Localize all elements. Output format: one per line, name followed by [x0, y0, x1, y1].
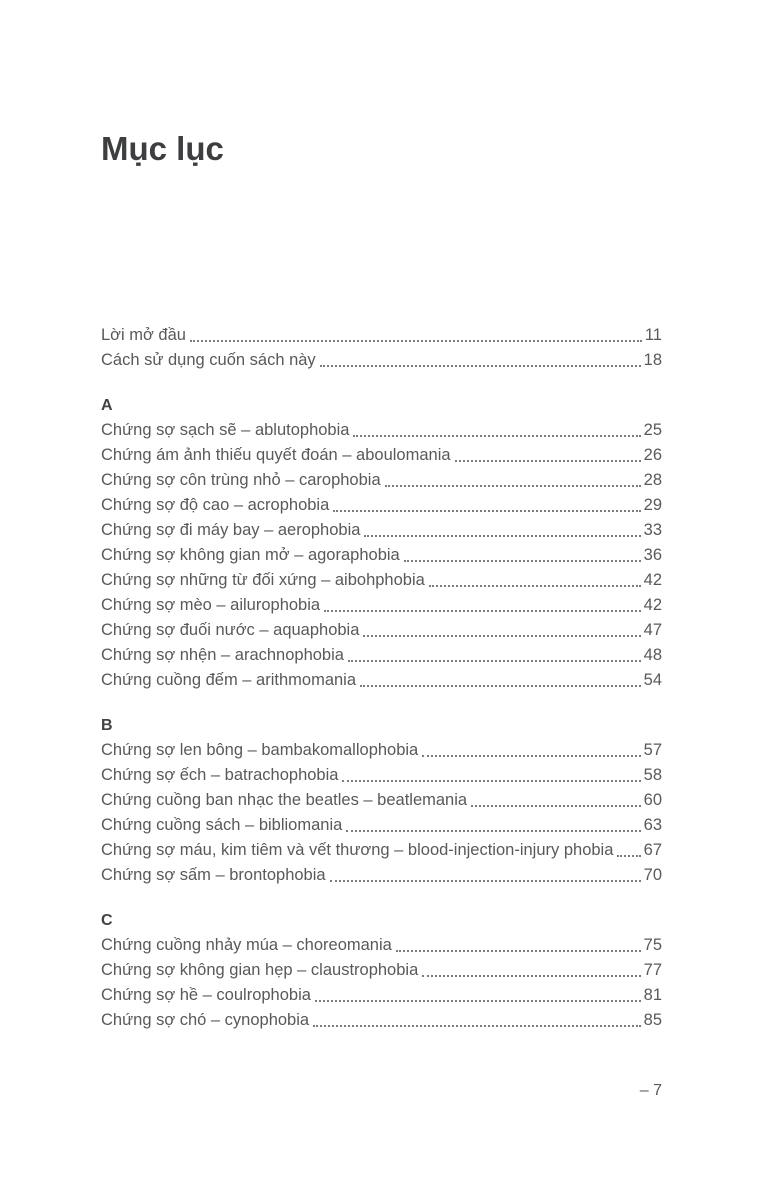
toc-row — [101, 518, 662, 543]
toc-leader-dots — [313, 1025, 641, 1027]
toc-entry-page: 18 — [643, 351, 662, 369]
toc-leader-dots — [346, 830, 640, 832]
toc-row — [101, 468, 662, 493]
toc-row — [101, 763, 662, 788]
toc-entry-page: 67 — [643, 841, 662, 859]
toc-leader-dots — [315, 1000, 641, 1002]
toc-row — [101, 568, 662, 593]
toc-entry-label: Chứng sợ sấm – brontophobia — [101, 866, 326, 884]
toc-entry-label: Chứng cuồng nhảy múa – choreomania — [101, 936, 392, 954]
toc-entry-page: 85 — [643, 1011, 662, 1029]
toc-entry-page: 58 — [643, 766, 662, 784]
toc-entry-label: Chứng sợ máu, kim tiêm và vết thương – blood-injection-injury phobia — [101, 841, 614, 859]
toc-entry-page: 75 — [643, 936, 662, 954]
toc-row — [101, 983, 662, 1008]
toc-entry-label: Lời mở đầu — [101, 326, 186, 344]
toc-entry-page: 42 — [643, 596, 662, 614]
toc-entry-page: 70 — [643, 866, 662, 884]
toc-row — [101, 958, 662, 983]
toc-leader-dots — [617, 855, 640, 857]
toc-entry-label: Chứng sợ len bông – bambakomallophobia — [101, 741, 419, 759]
toc-row — [101, 493, 662, 518]
toc-row — [101, 323, 662, 348]
toc-entry-page: 28 — [643, 471, 662, 489]
section-letter: B — [101, 717, 113, 734]
toc-entry-page: 54 — [643, 671, 662, 689]
toc-entry-label: Chứng sợ côn trùng nhỏ – carophobia — [101, 471, 381, 489]
toc-leader-dots — [364, 535, 640, 537]
toc-leader-dots — [360, 685, 641, 687]
toc-row — [101, 593, 662, 618]
toc-entry-label: Chứng sợ những từ đối xứng – aibohphobia — [101, 571, 425, 589]
toc-row — [101, 618, 662, 643]
toc-entry-label: Chứng sợ sạch sẽ – ablutophobia — [101, 421, 350, 439]
toc-row — [101, 863, 662, 888]
toc-row — [101, 418, 662, 443]
toc-leader-dots — [342, 780, 640, 782]
toc-entry-label: Chứng sợ ếch – batrachophobia — [101, 766, 339, 784]
toc-row — [101, 1008, 662, 1033]
toc-entry-page: 60 — [643, 791, 662, 809]
toc-entry-page: 57 — [643, 741, 662, 759]
toc-leader-dots — [190, 340, 642, 342]
toc-leader-dots — [324, 610, 641, 612]
toc-entry-label: Chứng sợ mèo – ailurophobia — [101, 596, 321, 614]
toc-leader-dots — [348, 660, 641, 662]
toc-entry-page: 25 — [643, 421, 662, 439]
section-letter: C — [101, 912, 113, 929]
toc-row — [101, 813, 662, 838]
toc-entry-label: Chứng ám ảnh thiếu quyết đoán – aboulomania — [101, 446, 451, 464]
toc-leader-dots — [320, 365, 641, 367]
page-number: – 7 — [639, 1082, 662, 1099]
toc-leader-dots — [353, 435, 640, 437]
toc-leader-dots — [330, 880, 641, 882]
toc-entry-page: 26 — [643, 446, 662, 464]
toc-entry-label: Chứng sợ nhện – arachnophobia — [101, 646, 344, 664]
toc-entry-label: Chứng sợ hề – coulrophobia — [101, 986, 311, 1004]
toc-entry-label: Chứng sợ đuối nước – aquaphobia — [101, 621, 360, 639]
toc-leader-dots — [455, 460, 641, 462]
toc-leader-dots — [471, 805, 641, 807]
toc-row — [101, 348, 662, 373]
toc-leader-dots — [422, 755, 640, 757]
toc-leader-dots — [385, 485, 641, 487]
toc-row — [101, 643, 662, 668]
section-letter: A — [101, 397, 113, 414]
toc-leader-dots — [404, 560, 641, 562]
toc-list — [101, 323, 662, 1033]
toc-entry-page: 48 — [643, 646, 662, 664]
page-title: Mục lục — [101, 130, 224, 167]
toc-row — [101, 788, 662, 813]
toc-entry-page: 33 — [643, 521, 662, 539]
toc-entry-page: 47 — [643, 621, 662, 639]
toc-entry-label: Chứng cuồng sách – bibliomania — [101, 816, 343, 834]
toc-entry-label: Chứng cuồng đếm – arithmomania — [101, 671, 357, 689]
toc-entry-label: Chứng cuồng ban nhạc the beatles – beatlemania — [101, 791, 468, 809]
toc-entry-label: Chứng sợ không gian mở – agoraphobia — [101, 546, 400, 564]
toc-entry-page: 36 — [643, 546, 662, 564]
toc-entry-label: Chứng sợ không gian hẹp – claustrophobia — [101, 961, 419, 979]
toc-entry-page: 81 — [643, 986, 662, 1004]
toc-leader-dots — [396, 950, 641, 952]
toc-row — [101, 543, 662, 568]
toc-leader-dots — [429, 585, 641, 587]
toc-leader-dots — [333, 510, 640, 512]
toc-entry-label: Chứng sợ đi máy bay – aerophobia — [101, 521, 361, 539]
toc-row — [101, 933, 662, 958]
toc-entry-page: 77 — [643, 961, 662, 979]
toc-row — [101, 668, 662, 693]
toc-entry-page: 11 — [644, 326, 662, 344]
toc-entry-page: 42 — [643, 571, 662, 589]
toc-entry-page: 63 — [643, 816, 662, 834]
toc-leader-dots — [422, 975, 640, 977]
toc-entry-label: Cách sử dụng cuốn sách này — [101, 351, 316, 369]
toc-row — [101, 838, 662, 863]
toc-row — [101, 443, 662, 468]
toc-entry-page: 29 — [643, 496, 662, 514]
toc-row — [101, 738, 662, 763]
toc-entry-label: Chứng sợ độ cao – acrophobia — [101, 496, 330, 514]
toc-leader-dots — [363, 635, 640, 637]
toc-entry-label: Chứng sợ chó – cynophobia — [101, 1011, 310, 1029]
